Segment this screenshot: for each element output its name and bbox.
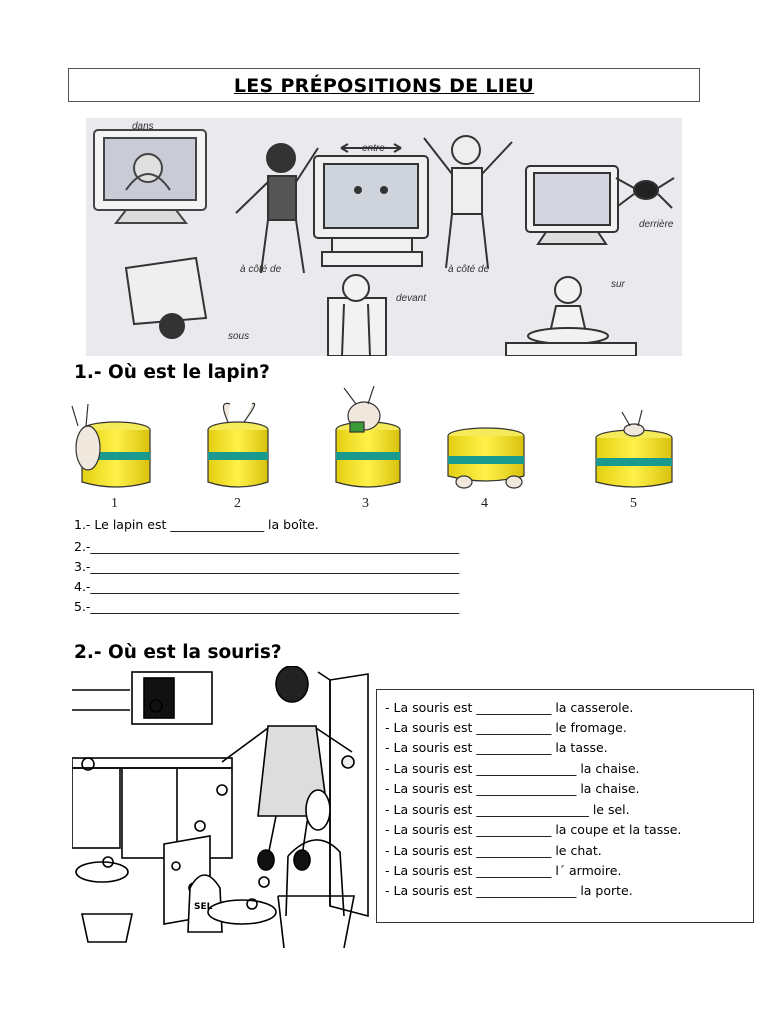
- label-entre: entre: [362, 143, 385, 154]
- rabbit-boxes: [68, 386, 708, 496]
- kitchen-illustration: [72, 666, 374, 948]
- sentence-6[interactable]: - La souris est __________________ le sel.: [385, 802, 630, 817]
- label-derriere: derrière: [639, 219, 674, 230]
- answer-line-1[interactable]: 1.- Le lapin est _______________ la boîte.: [74, 517, 319, 532]
- sentence-10[interactable]: - La souris est ________________ la porte.: [385, 883, 633, 898]
- sentence-8[interactable]: - La souris est ____________ le chat.: [385, 843, 602, 858]
- sentence-box: [376, 689, 754, 923]
- sentence-7[interactable]: - La souris est ____________ la coupe et la tasse.: [385, 822, 682, 837]
- sentence-1[interactable]: - La souris est ____________ la casserole.: [385, 700, 634, 715]
- section-1-heading: 1.- Où est le lapin?: [74, 362, 270, 383]
- box-number-4: 4: [481, 496, 488, 511]
- box-number-5: 5: [630, 496, 637, 511]
- box-5: [596, 410, 672, 487]
- answer-line-2[interactable]: 2.-___________________________________________________________: [74, 539, 460, 554]
- label-sous: sous: [228, 331, 250, 342]
- sentence-4[interactable]: - La souris est ________________ la chaise.: [385, 761, 640, 776]
- answer-line-3[interactable]: 3.-___________________________________________________________: [74, 559, 460, 574]
- salt-label: SEL: [194, 902, 213, 912]
- sentence-3[interactable]: - La souris est ____________ la tasse.: [385, 740, 608, 755]
- box-number-1: 1: [111, 496, 118, 511]
- monitor-dans: [94, 130, 206, 223]
- box-4: [448, 428, 524, 488]
- label-a-cote-de-left: à côté de: [240, 264, 282, 275]
- box-number-2: 2: [234, 496, 241, 511]
- sentence-2[interactable]: - La souris est ____________ le fromage.: [385, 720, 627, 735]
- page-title: LES PRÉPOSITIONS DE LIEU: [233, 75, 535, 97]
- label-sur: sur: [611, 279, 625, 290]
- box-1: [72, 404, 150, 487]
- answer-line-4[interactable]: 4.-___________________________________________________________: [74, 579, 460, 594]
- label-a-cote-de-right: à côté de: [448, 264, 490, 275]
- box-number-3: 3: [362, 496, 369, 511]
- label-dans: dans: [132, 121, 154, 132]
- prepositions-illustration: [86, 118, 682, 356]
- section-2-heading: 2.- Où est la souris?: [74, 642, 282, 663]
- answer-line-5[interactable]: 5.-___________________________________________________________: [74, 599, 460, 614]
- monitor-entre: [314, 144, 428, 266]
- box-2: [208, 403, 268, 487]
- label-devant: devant: [396, 293, 427, 304]
- sentence-5[interactable]: - La souris est ________________ la chaise.: [385, 781, 640, 796]
- box-3: [336, 386, 400, 487]
- sentence-9[interactable]: - La souris est ____________ l´ armoire.: [385, 863, 622, 878]
- title-box: [68, 68, 700, 102]
